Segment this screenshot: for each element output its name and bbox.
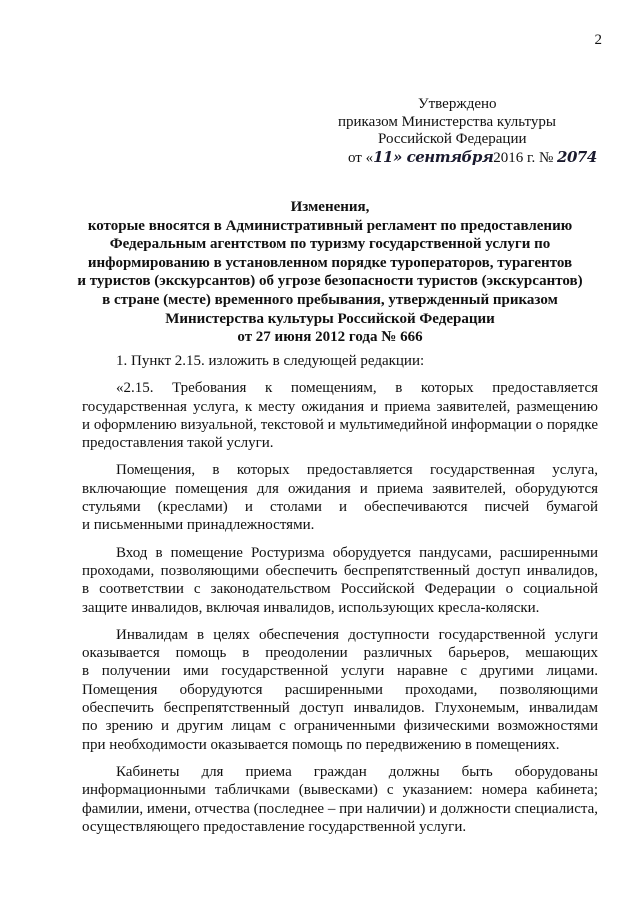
paragraph-line: «2.15. Требования к помещениям, в которых предоставляется [116, 380, 598, 397]
paragraph [82, 626, 598, 754]
paragraph-line: оказывается помощь в преодолении различных барьеров, мешающих [82, 645, 598, 662]
heading-line: в стране (месте) временного пребывания, утвержденный приказом [102, 291, 558, 308]
handwritten-day: 11 [373, 147, 393, 166]
heading-line: Министерства культуры Российской Федерации [165, 310, 495, 327]
heading-line: Федеральным агентством по туризму государственной услуги по [109, 236, 551, 253]
paragraph-gap [82, 617, 598, 626]
paragraph-gap [82, 754, 598, 763]
paragraph-line: в соответствии с законодательством Российской Федерации о социальной [82, 581, 598, 598]
heading-line: от 27 июня 2012 года № 666 [237, 329, 423, 346]
paragraph [82, 461, 598, 534]
approval-title: Утверждено [418, 96, 497, 112]
approval-date-line [338, 149, 608, 168]
paragraph-line: проходами, позволяющими обеспечить беспрепятственный доступ инвалидов, [82, 562, 598, 579]
paragraph-gap [82, 452, 598, 461]
date-prefix: от « [348, 149, 374, 166]
document-body [82, 352, 598, 836]
date-year: 2016 г. № [493, 149, 554, 166]
paragraph-line: Инвалидам в целях обеспечения доступности государственной услуги [116, 626, 598, 643]
paragraph [82, 352, 598, 370]
paragraph-gap [82, 535, 598, 544]
paragraph-line: стульями (креслами) и столами и обеспечиваются писчей бумагой [82, 499, 598, 516]
paragraph-line: информационными табличками (вывесками) с указанием: номера кабинета; [82, 782, 598, 799]
paragraph-line: и письменными принадлежностями. [82, 517, 315, 534]
paragraph-line: фамилии, имени, отчества (последнее – при наличии) и должности специалиста, [82, 800, 598, 817]
paragraph-line: по зрению и другим лицам с ограниченными физическими возможностями [82, 718, 598, 735]
handwritten-month: » сентября [392, 147, 494, 166]
heading-title: Изменения, [290, 199, 370, 215]
paragraph-line: при необходимости оказывается помощь по передвижению в помещениях. [82, 736, 560, 753]
paragraph-line: обеспечить беспрепятственный доступ инвалидов. Глухонемым, инвалидам [82, 700, 598, 717]
paragraph-line: предоставления такой услуги. [82, 435, 274, 452]
page-number: 2 [594, 32, 602, 48]
paragraph [82, 763, 598, 836]
approval-block [338, 96, 608, 167]
approval-issuer: приказом Министерства культуры [338, 113, 556, 130]
paragraph-line: осуществляющего предоставление государственной услуги. [82, 818, 467, 835]
handwritten-order-number: 2074 [557, 147, 597, 166]
paragraph [82, 379, 598, 452]
paragraph [82, 544, 598, 617]
paragraph-line: государственная услуга, к месту ожидания и приема заявителей, размещению [82, 398, 598, 415]
paragraph-line: Помещения оборудуются расширенными проходами, позволяющими [82, 681, 598, 698]
paragraph-line: включающие помещения для ожидания и приема заявителей, оборудуются [82, 480, 598, 497]
paragraph-line: защите инвалидов, включая инвалидов, использующих кресла-коляски. [82, 599, 540, 616]
paragraph-gap [82, 370, 598, 379]
paragraph-line: Помещения, в которых предоставляется государственная услуга, [116, 462, 598, 479]
paragraph-line: Кабинеты для приема граждан должны быть оборудованы [116, 763, 598, 780]
paragraph-line: в получении ими государственной услуги наравне с другими лицами. [82, 663, 598, 680]
document-heading [40, 198, 620, 347]
paragraph-line: и оформлению визуальной, текстовой и мультимедийной информации о порядке [82, 416, 598, 433]
heading-line: и туристов (экскурсантов) об угрозе безопасности туристов (экскурсантов) [77, 273, 583, 290]
paragraph-line: Вход в помещение Ростуризма оборудуется пандусами, расширенными [116, 544, 598, 561]
paragraph-line: 1. Пункт 2.15. изложить в следующей редакции: [116, 353, 425, 369]
heading-line: которые вносятся в Административный регламент по предоставлению [87, 217, 573, 234]
approval-federation: Российской Федерации [378, 131, 527, 147]
heading-line: информированию в установленном порядке туроператоров, турагентов [87, 254, 573, 271]
